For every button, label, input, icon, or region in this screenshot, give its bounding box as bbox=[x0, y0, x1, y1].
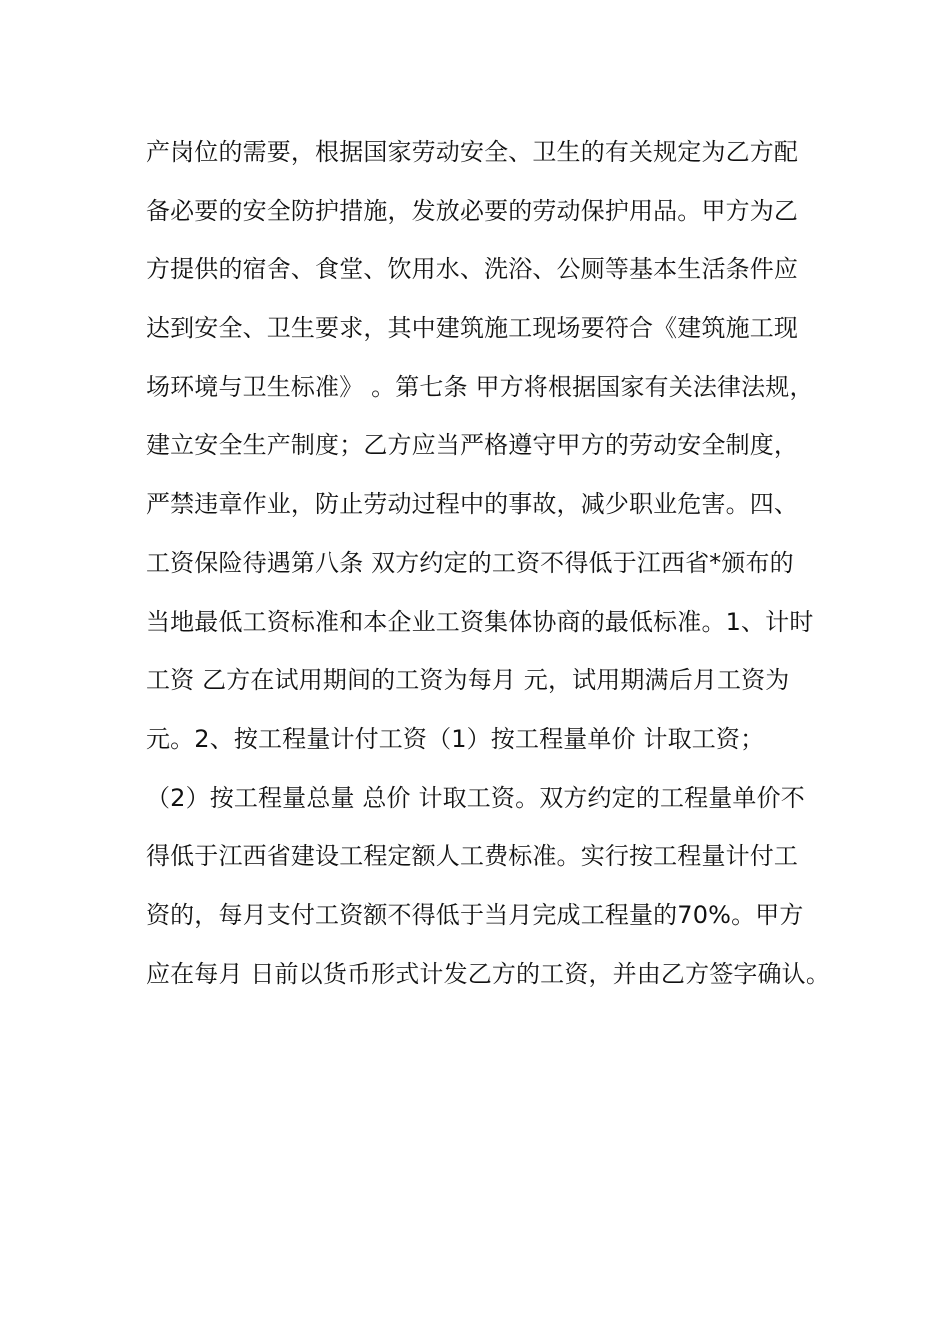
text-line: 达到安全、卫生要求，其中建筑施工现场要符合《建筑施工现 bbox=[146, 314, 799, 343]
text-line: 元。2、按工程量计付工资（1）按工程量单价 计取工资； bbox=[146, 724, 765, 753]
text-line: 备必要的安全防护措施，发放必要的劳动保护用品。甲方为乙 bbox=[146, 196, 799, 225]
text-line: 方提供的宿舍、食堂、饮用水、洗浴、公厕等基本生活条件应 bbox=[146, 255, 799, 284]
text-line: 工资 乙方在试用期间的工资为每月 元，试用期满后月工资为 bbox=[146, 666, 790, 695]
text-line: 当地最低工资标准和本企业工资集体协商的最低标准。1、计时 bbox=[146, 607, 814, 636]
text-line: 严禁违章作业，防止劳动过程中的事故，减少职业危害。四、 bbox=[146, 490, 799, 519]
text-line: 应在每月 日前以货币形式计发乙方的工资，并由乙方签字确认。 bbox=[146, 959, 830, 988]
text-line: 建立安全生产制度；乙方应当严格遵守甲方的劳动安全制度， bbox=[146, 431, 799, 460]
text-line: 资的，每月支付工资额不得低于当月完成工程量的70%。甲方 bbox=[146, 900, 804, 929]
text-line: （2）按工程量总量 总价 计取工资。双方约定的工程量单价不 bbox=[146, 783, 805, 812]
text-line: 工资保险待遇第八条 双方约定的工资不得低于江西省*颁布的 bbox=[146, 548, 794, 577]
text-line: 场环境与卫生标准》 。第七条 甲方将根据国家有关法律法规， bbox=[146, 372, 814, 401]
body-text bbox=[146, 130, 836, 1010]
text-line: 得低于江西省建设工程定额人工费标准。实行按工程量计付工 bbox=[146, 842, 799, 871]
text-line: 产岗位的需要，根据国家劳动安全、卫生的有关规定为乙方配 bbox=[146, 138, 799, 166]
